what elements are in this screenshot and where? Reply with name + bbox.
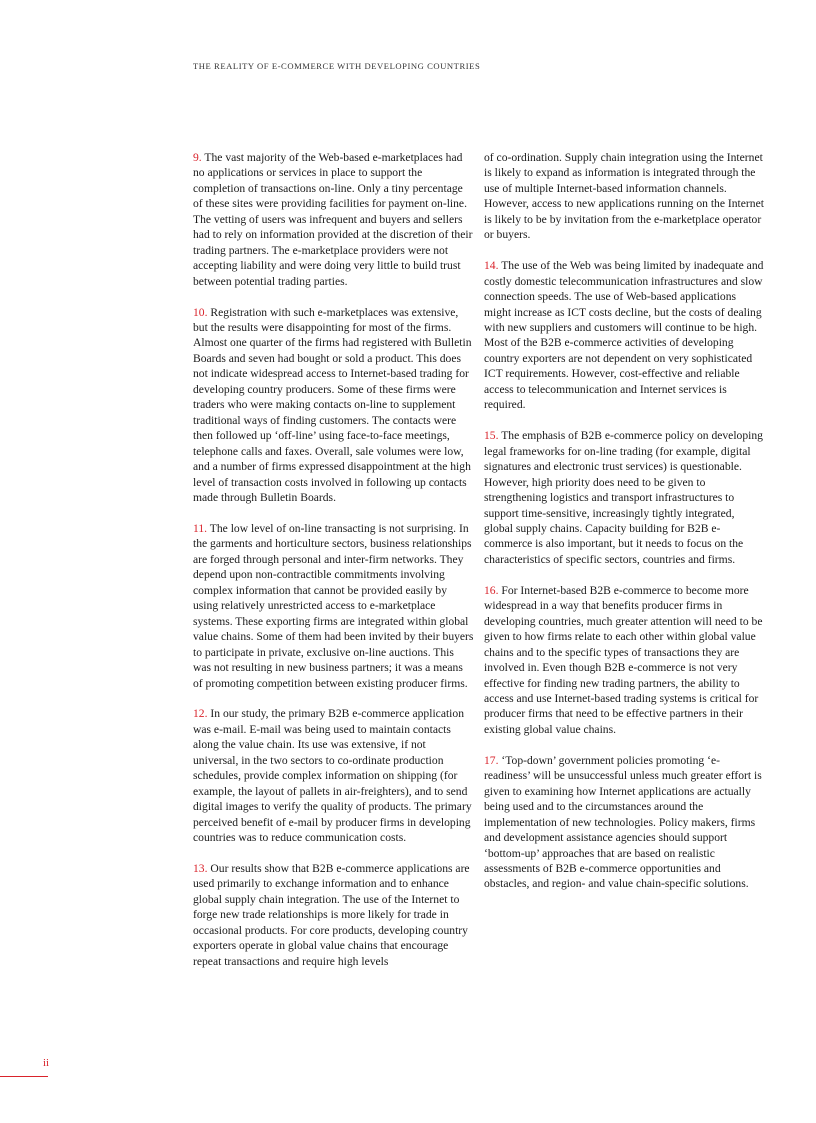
paragraph-10 xyxy=(193,305,474,506)
paragraph-9 xyxy=(193,150,474,289)
paragraph-text: For Internet-based B2B e-commerce to become more widespread in a way that benefits producer firms in developing countries, much greater attention will need to be given to how firms relate to each other within global value chains and to the specific types of transactions they are involved in. Even though B2B e-commerce is not very effective for finding new trading partners, the ability to access and use Internet-based trading systems is critical for producer firms that need to be effective partners in their existing global value chains. xyxy=(484,583,763,736)
paragraph-13-continued xyxy=(484,150,765,243)
paragraph-text: The emphasis of B2B e-commerce policy on developing legal frameworks for on-line trading (for example, digital signatures and electronic trust services) is questionable. However, high priority does need to be given to strengthening logistics and transport infrastructures to support time-sensitive, increasingly tightly integrated, global supply chains. Capacity building for B2B e-commerce is also important, but it needs to focus on the characteristics of specific sectors, countries and firms. xyxy=(484,429,763,566)
paragraph-text: of co-ordination. Supply chain integration using the Internet is likely to expand as information is integrated through the use of multiple Internet-based information channels. However, access to new applications running on the Internet is likely to be by invitation from the e-marketplace operator or buyers. xyxy=(484,151,764,242)
paragraph-16 xyxy=(484,583,765,738)
paragraph-number: 11. xyxy=(193,521,208,535)
paragraph-number: 17. xyxy=(484,753,499,767)
paragraph-12 xyxy=(193,706,474,845)
paragraph-number: 13. xyxy=(193,862,208,876)
paragraph-text: The vast majority of the Web-based e-marketplaces had no applications or services in place to support the completion of transactions on-line. Only a tiny percentage of these sites were providing facilities for payment on-line. The vetting of users was infrequent and buyers and sellers had to rely on information provided at the discretion of their trading partners. The e-marketplace providers were not accepting liability and were doing very little to build trust between potential trading parties. xyxy=(193,151,473,288)
paragraph-text: Registration with such e-marketplaces was extensive, but the results were disappointing for most of the firms. Almost one quarter of the firms had registered with Bulletin Boards and seven had bought or sold a product. This does not indicate widespread access to Internet-based trading for developing country producers. Some of these firms were traders who were making contacts on-line to supplement traditional ways of finding customers. The contacts were then followed up ‘off-line’ using face-to-face meetings, telephone calls and faxes. Overall, sale volumes were low, and a number of firms expressed disappointment at the high level of transaction costs involved in following up contacts made through Bulletin Boards. xyxy=(193,305,472,505)
page-number: ii xyxy=(43,1057,50,1069)
paragraph-15 xyxy=(484,428,765,567)
paragraph-number: 14. xyxy=(484,259,499,273)
paragraph-number: 9. xyxy=(193,151,202,164)
paragraph-13 xyxy=(193,861,474,969)
paragraph-number: 10. xyxy=(193,305,208,319)
running-header: THE REALITY OF E-COMMERCE WITH DEVELOPING COUNTRIES xyxy=(193,61,481,71)
paragraph-11 xyxy=(193,521,474,691)
paragraph-number: 16. xyxy=(484,583,499,597)
paragraph-text: ‘Top-down’ government policies promoting ‘e-readiness’ will be unsuccessful unless much greater effort is given to examining how Internet applications are actually being used and to the circumstances around the implementation of new technologies. Policy makers, firms and development assistance agencies should support ‘bottom-up’ approaches that are based on realistic assessments of B2B e-commerce opportunities and obstacles, and region- and value chain-specific solutions. xyxy=(484,753,762,891)
paragraph-14 xyxy=(484,258,765,413)
paragraph-number: 12. xyxy=(193,707,208,721)
paragraph-text: Our results show that B2B e-commerce applications are used primarily to exchange information and to enhance global supply chain integration. The use of the Internet to forge new trade relationships is more likely for trade in occasional products. For core products, developing country exporters operate in global value chains that encourage repeat transactions and require high levels xyxy=(193,862,470,968)
paragraph-17 xyxy=(484,753,765,892)
paragraph-number: 15. xyxy=(484,429,499,443)
page-number-rule xyxy=(0,1076,48,1077)
paragraph-text: The use of the Web was being limited by inadequate and costly domestic telecommunication infrastructures and slow connection speeds. The use of Web-based applications might increase as ICT costs decline, but the costs of dealing with new suppliers and customers will continue to be high. Most of the B2B e-commerce activities of developing country exporters are not dependent on very sophisticated ICT requirements. However, cost-effective and reliable access to telecommunication and Internet services is required. xyxy=(484,259,764,412)
paragraph-text: In our study, the primary B2B e-commerce application was e-mail. E-mail was being used to maintain contacts along the value chain. Its use was extensive, if not universal, in the two sectors to co-ordinate production schedules, provide complex information on shipping (for example, the layout of pallets in air-freighters), and to send digital images to verify the quality of products. The primary perceived benefit of e-mail by producer firms in developing countries was to reduce communication costs. xyxy=(193,707,472,845)
right-column xyxy=(484,150,765,907)
left-column xyxy=(193,150,474,985)
paragraph-text: The low level of on-line transacting is not surprising. In the garments and horticulture sectors, business relationships are forged through personal and inter-firm networks. They depend upon non-contractible commitments involving complex information that cannot be provided easily by using relatively unrestricted access to e-marketplace systems. These exporting firms are integrated within global value chains. Some of them had been invited by their buyers to participate in private, exclusive on-line auctions. This was not resulting in new business partners; it was a means of promoting competition between existing producer firms. xyxy=(193,521,474,690)
